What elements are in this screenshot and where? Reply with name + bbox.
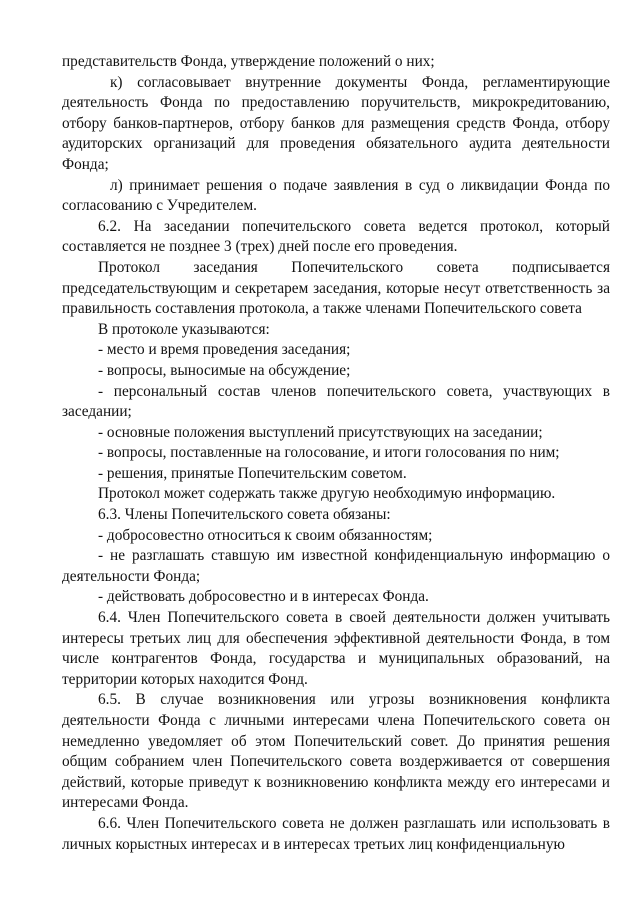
list-item-questions: - вопросы, выносимые на обсуждение; <box>98 361 351 379</box>
paragraph-protocol-signing: Протокол заседания Попечительского совета подписывается председательствующим и секретарем заседания, которые несут ответственность за правильность составления протокола, а также членами Попечительского совета <box>62 258 610 318</box>
paragraph-item-l: л) принимает решения о подаче заявления в суд о ликвидации Фонда по согласованию с Учредителем. <box>62 176 610 215</box>
list-item-place-time: - место и время проведения заседания; <box>98 341 351 359</box>
paragraph-representations: представительств Фонда, утверждение положений о них; <box>62 53 435 70</box>
list-item-main-provisions: - основные положения выступлений присутствующих на заседании; <box>98 423 543 441</box>
list-item-voting: - вопросы, поставленные на голосование, и итоги голосования по ним; <box>98 444 560 462</box>
document-page <box>62 52 610 855</box>
paragraph-6-3: 6.3. Члены Попечительского совета обязаны: <box>98 506 391 524</box>
paragraph-item-k: к) согласовывает внутренние документы Фонда, регламентирующие деятельность Фонда по предоставлению поручительств, микрокредитованию, отбору банков-партнеров, отбору банков для размещения средств Фонда, отбору аудиторских организаций для проведения обязательного аудита деятельности Фонда; <box>62 73 610 173</box>
paragraph-6-5: 6.5. В случае возникновения или угрозы возникновения конфликта деятельности Фонда с личными интересами члена Попечительского совета он немедленно уведомляет об этом Попечительский совет. До принятия решения общим собранием член Попечительского совета воздерживается от совершения действий, которые приведут к возникновению конфликта между его интересами и интересами Фонда. <box>62 691 610 812</box>
paragraph-protocol-contents: В протоколе указываются: <box>98 320 270 338</box>
list-item-confidential: - не разглашать ставшую им известной конфиденциальную информацию о деятельности Фонда; <box>62 547 610 585</box>
list-item-personal-composition: - персональный состав членов попечительского совета, участвующих в заседании; <box>62 382 610 421</box>
list-item-conscientious: - добросовестно относиться к своим обязанностям; <box>98 526 433 544</box>
paragraph-6-6: 6.6. Член Попечительского совета не должен разглашать или использовать в личных корыстных интересах и в интересах третьих лиц конфиденциальную <box>62 814 610 853</box>
paragraph-6-2: 6.2. На заседании попечительского совета ведется протокол, который составляется не позднее 3 (трех) дней после его проведения. <box>62 217 610 256</box>
paragraph-protocol-other-info: Протокол может содержать также другую необходимую информацию. <box>98 485 556 503</box>
list-item-decisions: - решения, принятые Попечительским советом. <box>98 464 407 482</box>
paragraph-6-4: 6.4. Член Попечительского совета в своей деятельности должен учитывать интересы третьих лиц для обеспечения эффективной деятельности Фонда, в том числе контрагентов Фонда, государства и муниципальных образований, на территории которых находится Фонд. <box>62 609 610 688</box>
list-item-act-in-interest: - действовать добросовестно и в интересах Фонда. <box>98 588 429 606</box>
